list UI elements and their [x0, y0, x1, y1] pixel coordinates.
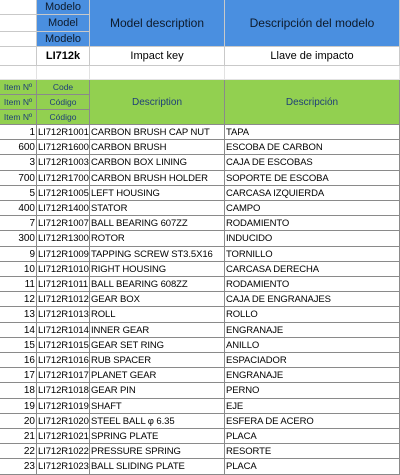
code-cell[interactable]: LI712R1009 [37, 247, 90, 262]
description-cell[interactable]: RIGHT HOUSING [90, 262, 225, 277]
item-number-cell[interactable]: 14 [0, 323, 37, 338]
item-number-cell[interactable]: 16 [0, 353, 37, 368]
table-row [0, 247, 400, 262]
code-header[interactable]: Code [37, 80, 90, 95]
table-row [0, 338, 400, 353]
code-cell[interactable]: LI712R1700 [37, 171, 90, 186]
description-cell[interactable]: PLANET GEAR [90, 368, 225, 383]
description-cell[interactable]: STEEL BALL φ 6.35 [90, 414, 225, 429]
table-row [0, 429, 400, 444]
header-blank-cell[interactable] [0, 32, 37, 47]
item-header[interactable]: Item Nº [0, 95, 37, 110]
item-number-cell[interactable]: 7 [0, 216, 37, 231]
description-es-cell[interactable]: ANILLO [225, 338, 400, 353]
code-cell[interactable]: LI712R1023 [37, 459, 90, 474]
description-cell[interactable]: BALL BEARING 608ZZ [90, 277, 225, 292]
item-number-cell[interactable]: 17 [0, 368, 37, 383]
description-es-cell[interactable]: ESPACIADOR [225, 353, 400, 368]
code-cell[interactable]: LI712R1016 [37, 353, 90, 368]
item-number-cell[interactable]: 12 [0, 292, 37, 307]
description-cell[interactable]: STATOR [90, 201, 225, 216]
code-cell[interactable]: LI712R1017 [37, 368, 90, 383]
table-row [0, 125, 400, 140]
description-es-cell[interactable]: TAPA [225, 125, 400, 140]
description-cell[interactable]: CARBON BOX LINING [90, 155, 225, 170]
code-cell[interactable]: LI712R1019 [37, 399, 90, 414]
item-number-cell[interactable]: 21 [0, 429, 37, 444]
table-row [0, 201, 400, 216]
table-row [0, 323, 400, 338]
item-number-cell[interactable]: 400 [0, 201, 37, 216]
item-number-cell[interactable]: 19 [0, 399, 37, 414]
item-number-cell[interactable]: 20 [0, 414, 37, 429]
description-es-cell[interactable]: PLACA [225, 429, 400, 444]
description-cell[interactable]: INNER GEAR [90, 323, 225, 338]
model-label[interactable]: Modelo [37, 0, 90, 15]
description-cell[interactable]: GEAR PIN [90, 383, 225, 398]
code-cell[interactable]: LI712R1013 [37, 307, 90, 322]
item-number-cell[interactable]: 11 [0, 277, 37, 292]
table-row [0, 307, 400, 322]
model-label[interactable]: Modelo [37, 32, 90, 47]
description-cell[interactable]: CARBON BRUSH [90, 140, 225, 155]
description-es-cell[interactable]: PLACA [225, 459, 400, 474]
description-es-cell[interactable]: CAJA DE ESCOBAS [225, 155, 400, 170]
code-cell[interactable]: LI712R1001 [37, 125, 90, 140]
description-cell[interactable]: SHAFT [90, 399, 225, 414]
empty-cell[interactable] [0, 66, 37, 80]
code-cell[interactable]: LI712R1020 [37, 414, 90, 429]
table-row [0, 171, 400, 186]
table-row [0, 368, 400, 383]
description-es-cell[interactable]: ROLLO [225, 307, 400, 322]
item-number-cell[interactable]: 600 [0, 140, 37, 155]
description-cell[interactable]: PRESSURE SPRING [90, 444, 225, 459]
description-es-cell[interactable]: ENGRANAJE [225, 368, 400, 383]
item-header[interactable]: Item Nº [0, 80, 37, 95]
model-header [0, 0, 400, 66]
description-es-cell[interactable]: EJE [225, 399, 400, 414]
model-description-value-es[interactable]: Llave de impacto [225, 47, 400, 66]
code-header[interactable]: Código [37, 110, 90, 125]
description-cell[interactable]: SPRING PLATE [90, 429, 225, 444]
description-es-cell[interactable]: CAMPO [225, 201, 400, 216]
description-es-cell[interactable]: RODAMIENTO [225, 216, 400, 231]
item-number-cell[interactable]: 10 [0, 262, 37, 277]
description-header[interactable]: Description [90, 80, 225, 125]
empty-cell[interactable] [225, 66, 400, 80]
description-cell[interactable]: BALL BEARING 607ZZ [90, 216, 225, 231]
description-es-cell[interactable]: ESFERA DE ACERO [225, 414, 400, 429]
header-blank-cell[interactable] [0, 15, 37, 32]
description-es-cell[interactable]: TORNILLO [225, 247, 400, 262]
description-header-es[interactable]: Descripción [225, 80, 400, 125]
model-value[interactable]: LI712k [37, 47, 90, 66]
description-cell[interactable]: GEAR SET RING [90, 338, 225, 353]
table-row [0, 353, 400, 368]
code-header[interactable]: Código [37, 95, 90, 110]
table-row [0, 216, 400, 231]
code-cell[interactable]: LI712R1003 [37, 155, 90, 170]
code-cell[interactable]: LI712R1022 [37, 444, 90, 459]
item-number-cell[interactable]: 23 [0, 459, 37, 474]
code-cell[interactable]: LI712R1011 [37, 277, 90, 292]
item-number-cell[interactable]: 15 [0, 338, 37, 353]
description-es-cell[interactable]: PERNO [225, 383, 400, 398]
model-label[interactable]: Model [37, 15, 90, 32]
model-description-title[interactable]: Model description [90, 0, 225, 47]
model-description-value[interactable]: Impact key [90, 47, 225, 66]
item-number-cell[interactable]: 1 [0, 125, 37, 140]
table-row [0, 414, 400, 429]
code-cell[interactable]: LI712R1010 [37, 262, 90, 277]
description-cell[interactable]: TAPPING SCREW ST3.5X16 [90, 247, 225, 262]
item-number-cell[interactable]: 9 [0, 247, 37, 262]
table-row [0, 459, 400, 474]
model-description-title-es[interactable]: Descripción del modelo [225, 0, 400, 47]
code-cell[interactable]: LI712R1005 [37, 186, 90, 201]
empty-cell[interactable] [37, 66, 90, 80]
description-cell[interactable]: RUB SPACER [90, 353, 225, 368]
empty-cell[interactable] [90, 66, 225, 80]
empty-row [0, 66, 400, 80]
code-cell[interactable]: LI712R1014 [37, 323, 90, 338]
description-cell[interactable]: GEAR BOX [90, 292, 225, 307]
description-cell[interactable]: LEFT HOUSING [90, 186, 225, 201]
table-row [0, 262, 400, 277]
table-row [0, 277, 400, 292]
description-es-cell[interactable]: RESORTE [225, 444, 400, 459]
description-cell[interactable]: BALL SLIDING PLATE [90, 459, 225, 474]
description-es-cell[interactable]: ESCOBA DE CARBON [225, 140, 400, 155]
code-cell[interactable]: LI712R1600 [37, 140, 90, 155]
code-cell[interactable]: LI712R1018 [37, 383, 90, 398]
code-cell[interactable]: LI712R1021 [37, 429, 90, 444]
table-row [0, 140, 400, 155]
item-number-cell[interactable]: 22 [0, 444, 37, 459]
description-cell[interactable]: ROTOR [90, 231, 225, 246]
code-cell[interactable]: LI712R1400 [37, 201, 90, 216]
description-cell[interactable]: CARBON BRUSH CAP NUT [90, 125, 225, 140]
table-row [0, 399, 400, 414]
description-es-cell[interactable]: SOPORTE DE ESCOBA [225, 171, 400, 186]
code-cell[interactable]: LI712R1007 [37, 216, 90, 231]
description-es-cell[interactable]: CARCASA DERECHA [225, 262, 400, 277]
item-number-cell[interactable]: 700 [0, 171, 37, 186]
table-row [0, 231, 400, 246]
item-number-cell[interactable]: 18 [0, 383, 37, 398]
item-number-cell[interactable]: 13 [0, 307, 37, 322]
item-number-cell[interactable]: 5 [0, 186, 37, 201]
header-blank-cell[interactable] [0, 0, 37, 15]
description-cell[interactable]: ROLL [90, 307, 225, 322]
table-row [0, 292, 400, 307]
header-blank-cell[interactable] [0, 47, 37, 66]
description-cell[interactable]: CARBON BRUSH HOLDER [90, 171, 225, 186]
table-row [0, 444, 400, 459]
item-number-cell[interactable]: 300 [0, 231, 37, 246]
table-row [0, 186, 400, 201]
table-row [0, 155, 400, 170]
code-cell[interactable]: LI712R1300 [37, 231, 90, 246]
description-es-cell[interactable]: ENGRANAJE [225, 323, 400, 338]
item-number-cell[interactable]: 3 [0, 155, 37, 170]
description-es-cell[interactable]: RODAMIENTO [225, 277, 400, 292]
code-cell[interactable]: LI712R1012 [37, 292, 90, 307]
item-header[interactable]: Item Nº [0, 110, 37, 125]
description-es-cell[interactable]: CARCASA IZQUIERDA [225, 186, 400, 201]
description-es-cell[interactable]: INDUCIDO [225, 231, 400, 246]
table-row [0, 383, 400, 398]
code-cell[interactable]: LI712R1015 [37, 338, 90, 353]
description-es-cell[interactable]: CAJA DE ENGRANAJES [225, 292, 400, 307]
